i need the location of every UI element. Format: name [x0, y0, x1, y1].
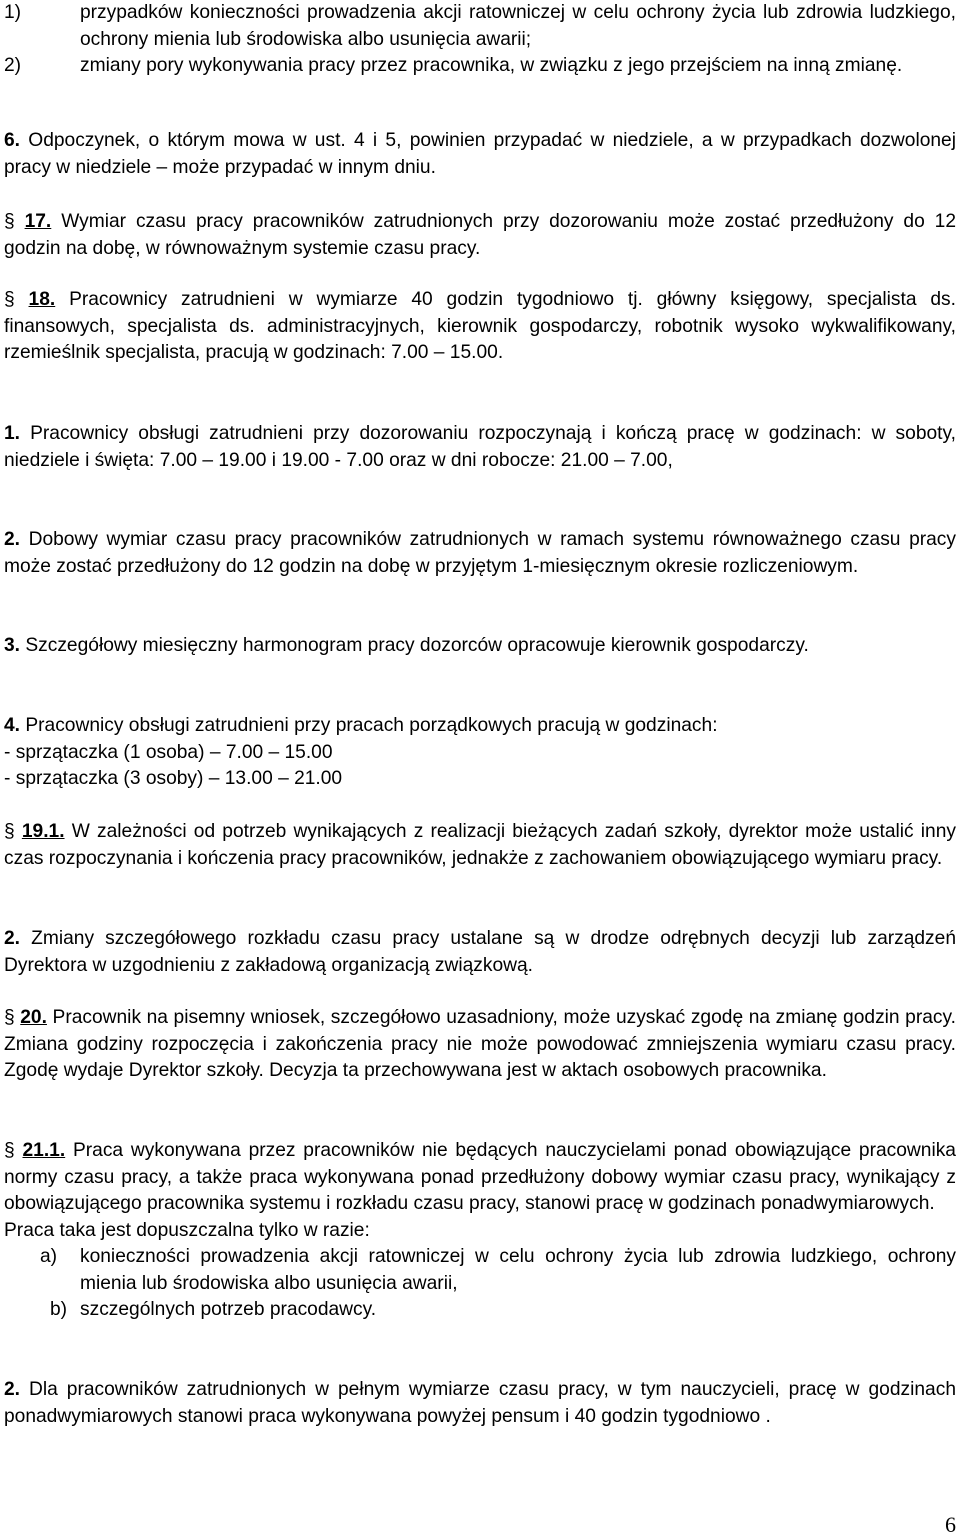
- paragraph-text: Pracownicy obsługi zatrudnieni przy pracach porządkowych pracują w godzinach:: [20, 715, 718, 736]
- section-text: Praca wykonywana przez pracowników nie będących nauczycielami ponad obowiązujące pracownika normy czasu pracy, a także praca wykonywana ponad przedłużony dobowy wymiar czasu pracy, wynikający z obowiązującego pracownika systemu i rozkładu czasu pracy, stanowi pracę w godzinach ponadwymiarowych.: [4, 1140, 956, 1214]
- paragraph-text: Zmiany szczegółowego rozkładu czasu pracy ustalane są w drodze odrębnych decyzji lub zarządzeń Dyrektora w uzgodnieniu z zakładową organizacją związkową.: [4, 928, 956, 976]
- paragraph-number: 6.: [4, 130, 21, 151]
- section-number: 18.: [28, 289, 56, 310]
- list-number: 2): [4, 55, 22, 76]
- paragraph-number: 1.: [4, 423, 21, 444]
- list-label: a): [40, 1246, 58, 1267]
- list-item: [4, 53, 956, 80]
- paragraph-number: 2.: [4, 1379, 21, 1400]
- section-number: 21.1.: [22, 1140, 66, 1161]
- section-text: Wymiar czasu pracy pracowników zatrudnionych przy dozorowaniu może zostać przedłużony do 12 godzin na dobę, w równoważnym systemie czasu pracy.: [4, 211, 957, 259]
- section-sign: §: [4, 1140, 15, 1161]
- paragraph-text: Pracownicy obsługi zatrudnieni przy dozorowaniu rozpoczynają i kończą pracę w godzinach: w soboty, niedziele i święta: 7.00 – 19.00 i 19.00 - 7.00 oraz w dni robocze: 21.00 – 7.00,: [4, 423, 956, 471]
- section-text: Pracownicy zatrudnieni w wymiarze 40 godzin tygodniowo tj. główny księgowy, specjalista ds. finansowych, specjalista ds. administracyjnych, kierownik gospodarczy, robotnik wysoko wykwalifikowany, rzemieślnik specjalista, pracują w godzinach: 7.00 – 15.00.: [4, 289, 956, 363]
- list-item: [4, 1297, 956, 1324]
- section-number: 17.: [24, 211, 52, 232]
- section-text: Pracownik na pisemny wniosek, szczegółowo uzasadniony, może uzyskać zgodę na zmianę godzin pracy. Zmiana godziny rozpoczęcia i zakończenia pracy nie może powodować zmniejszenia wymiaru czasu pracy. Zgodę wydaje Dyrektor szkoły. Decyzja ta przechowywana jest w aktach osobowych pracownika.: [4, 1007, 956, 1081]
- schedule-line: - sprzątaczka (3 osoby) – 13.00 – 21.00: [4, 768, 343, 789]
- section-19-1: [4, 819, 956, 872]
- paragraph-text: Dla pracowników zatrudnionych w pełnym wymiarze czasu pracy, w tym nauczycieli, pracę w godzinach ponadwymiarowych stanowi praca wykonywana powyżej pensum i 40 godzin tygodniowo .: [4, 1379, 956, 1427]
- list-text: zmiany pory wykonywania pracy przez pracownika, w związku z jego przejściem na inną zmianę.: [80, 55, 903, 76]
- list-text: przypadków konieczności prowadzenia akcji ratowniczej w celu ochrony życia lub zdrowia ludzkiego, ochrony mienia lub środowiska albo usunięcia awarii;: [80, 2, 956, 50]
- top-list: [4, 0, 956, 80]
- paragraph-number: 4.: [4, 715, 21, 736]
- section-number: 19.1.: [21, 821, 65, 842]
- section-sign: §: [4, 211, 15, 232]
- section-20: [4, 1005, 956, 1085]
- paragraph-19-2: [4, 926, 956, 979]
- paragraph-18-3: [4, 633, 956, 660]
- paragraph-text: Odpoczynek, o którym mowa w ust. 4 i 5, powinien przypadać w niedziele, a w przypadkach dozwolonej pracy w niedziele – może przypadać w innym dniu.: [4, 130, 956, 178]
- paragraph-21-2: [4, 1377, 956, 1430]
- paragraph-number: 2.: [4, 529, 21, 550]
- list-item: [4, 0, 956, 53]
- paragraph-text: Dobowy wymiar czasu pracy pracowników zatrudnionych w ramach systemu równoważnego czasu pracy może zostać przedłużony do 12 godzin na dobę w przyjętym 1-miesięcznym okresie rozliczeniowym.: [4, 529, 956, 577]
- intro-line: Praca taka jest dopuszczalna tylko w razie:: [4, 1219, 370, 1241]
- paragraph-number: 3.: [4, 635, 21, 656]
- paragraph-18-4: [4, 713, 956, 793]
- section-sign: §: [4, 1007, 15, 1028]
- section-18: [4, 287, 956, 367]
- list-label: b): [50, 1299, 68, 1320]
- paragraph-6: [4, 128, 956, 181]
- schedule-line: - sprzątaczka (1 osoba) – 7.00 – 15.00: [4, 741, 333, 763]
- section-text: W zależności od potrzeb wynikających z realizacji bieżących zadań szkoły, dyrektor może ustalić inny czas rozpoczynania i kończenia pracy pracowników, jednakże z zachowaniem obowiązującego wymiaru pracy.: [4, 821, 956, 869]
- section-sign: §: [4, 821, 15, 842]
- paragraph-text: Szczegółowy miesięczny harmonogram pracy dozorców opracowuje kierownik gospodarczy.: [20, 635, 809, 656]
- section-sign: §: [4, 289, 15, 310]
- list-item: [4, 1244, 956, 1297]
- list-text: szczególnych potrzeb pracodawcy.: [80, 1299, 377, 1320]
- section-number: 20.: [20, 1007, 47, 1028]
- section-21-1: [4, 1138, 956, 1324]
- list-number: 1): [4, 2, 22, 23]
- paragraph-18-2: [4, 527, 956, 580]
- paragraph-number: 2.: [4, 928, 21, 949]
- section-17: [4, 209, 956, 262]
- list-text: konieczności prowadzenia akcji ratowniczej w celu ochrony życia lub zdrowia ludzkiego, ochrony mienia lub środowiska albo usunięcia awarii,: [80, 1246, 956, 1294]
- page-number: 6: [945, 1512, 956, 1537]
- paragraph-18-1: [4, 421, 956, 474]
